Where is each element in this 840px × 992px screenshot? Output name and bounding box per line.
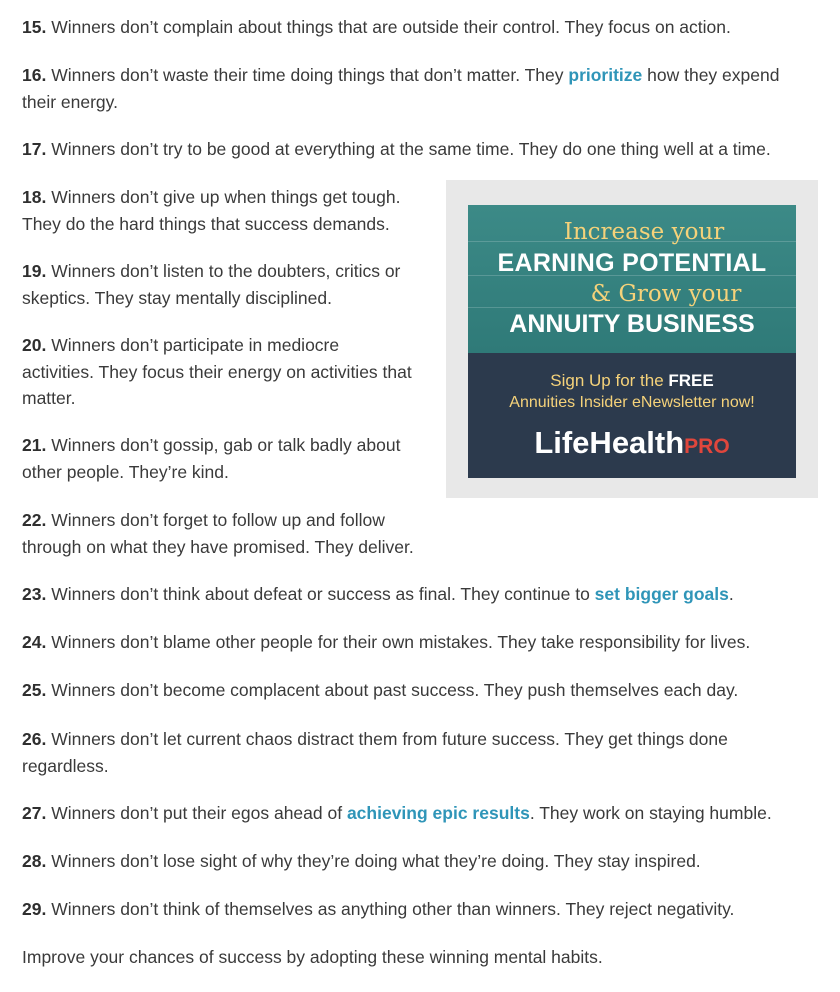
item-text: Winners don’t try to be good at everything at the same time. They do one thing well at a time. — [51, 139, 771, 159]
item-number: 17. — [22, 139, 47, 159]
item-number: 25. — [22, 680, 47, 700]
lifehealthpro-logo — [468, 425, 796, 461]
item-text: Winners don’t forget to follow up and follow through on what they have promised. They deliver. — [22, 510, 414, 557]
logo-main: LifeHealth — [534, 425, 685, 460]
list-item — [22, 800, 832, 827]
item-number: 23. — [22, 584, 47, 604]
item-number: 28. — [22, 851, 47, 871]
ad-signup-text — [468, 371, 796, 391]
item-number: 24. — [22, 632, 47, 652]
item-text: Winners don’t put their egos ahead of — [51, 803, 347, 823]
item-text: Winners don’t give up when things get tough. They do the hard things that success demands. — [22, 187, 401, 234]
ad-newsletter-text: Annuities Insider eNewsletter now! — [509, 394, 755, 411]
item-number: 19. — [22, 261, 47, 281]
ad-bottom-panel — [468, 353, 796, 478]
item-number: 21. — [22, 435, 47, 455]
logo-pro: PRO — [684, 435, 730, 458]
prioritize-link[interactable]: prioritize — [568, 65, 643, 85]
item-text: Winners don’t think of themselves as anything other than winners. They reject negativity. — [51, 899, 735, 919]
list-item — [22, 258, 432, 311]
list-item — [22, 629, 832, 656]
item-text: how they expend their energy. — [22, 65, 780, 112]
list-item — [22, 184, 432, 237]
item-text: Winners don’t become complacent about past success. They push themselves each day. — [51, 680, 739, 700]
ad-signup-free: FREE — [668, 371, 714, 390]
item-text: Winners don’t waste their time doing things that don’t matter. They — [51, 65, 569, 85]
item-text: Winners don’t listen to the doubters, critics or skeptics. They stay mentally disciplined. — [22, 261, 401, 308]
set-bigger-goals-link[interactable]: set bigger goals — [594, 584, 729, 604]
item-text: Winners don’t lose sight of why they’re doing what they’re doing. They stay inspired. — [51, 851, 701, 871]
item-number: 20. — [22, 335, 47, 355]
item-number: 27. — [22, 803, 47, 823]
achieving-epic-results-link[interactable]: achieving epic results — [346, 803, 530, 823]
item-text: Winners don’t complain about things that are outside their control. They focus on action. — [51, 17, 731, 37]
decorative-line — [468, 307, 796, 308]
item-number: 22. — [22, 510, 47, 530]
item-number: 26. — [22, 729, 47, 749]
list-item — [22, 896, 822, 923]
item-text: Winners don’t think about defeat or success as final. They continue to — [51, 584, 595, 604]
item-text: Winners don’t blame other people for their own mistakes. They take responsibility for lives. — [51, 632, 751, 652]
item-number: 15. — [22, 17, 47, 37]
list-item — [22, 136, 832, 163]
closing-paragraph: Improve your chances of success by adopting these winning mental habits. — [22, 947, 603, 967]
list-item — [22, 507, 442, 560]
list-item — [22, 432, 432, 485]
ad-headline-3: & Grow your — [590, 281, 742, 307]
item-number: 29. — [22, 899, 47, 919]
ad-headline-1: Increase your — [563, 219, 725, 245]
item-text: Winners don’t let current chaos distract them from future success. They get things done regardless. — [22, 729, 728, 776]
list-item — [22, 14, 822, 41]
item-text: Winners don’t gossip, gab or talk badly about other people. They’re kind. — [22, 435, 401, 482]
ad-signup-pre: Sign Up for the — [550, 371, 669, 390]
item-text: . — [728, 584, 734, 604]
item-text: Winners don’t participate in mediocre activities. They focus their energy on activities that matter. — [22, 335, 412, 408]
list-item — [22, 677, 822, 704]
item-number: 18. — [22, 187, 47, 207]
list-item — [22, 581, 822, 608]
list-item — [22, 726, 792, 779]
list-item — [22, 62, 812, 115]
ad-container — [446, 180, 818, 498]
item-text: . They work on staying humble. — [529, 803, 772, 823]
ad-headline-2: EARNING POTENTIAL — [497, 249, 767, 277]
item-number: 16. — [22, 65, 47, 85]
lifehealthpro-ad-banner[interactable] — [468, 205, 796, 478]
list-item — [22, 332, 412, 412]
ad-top-panel — [468, 205, 796, 353]
ad-headline-4: ANNUITY BUSINESS — [509, 310, 755, 338]
list-item — [22, 848, 822, 875]
